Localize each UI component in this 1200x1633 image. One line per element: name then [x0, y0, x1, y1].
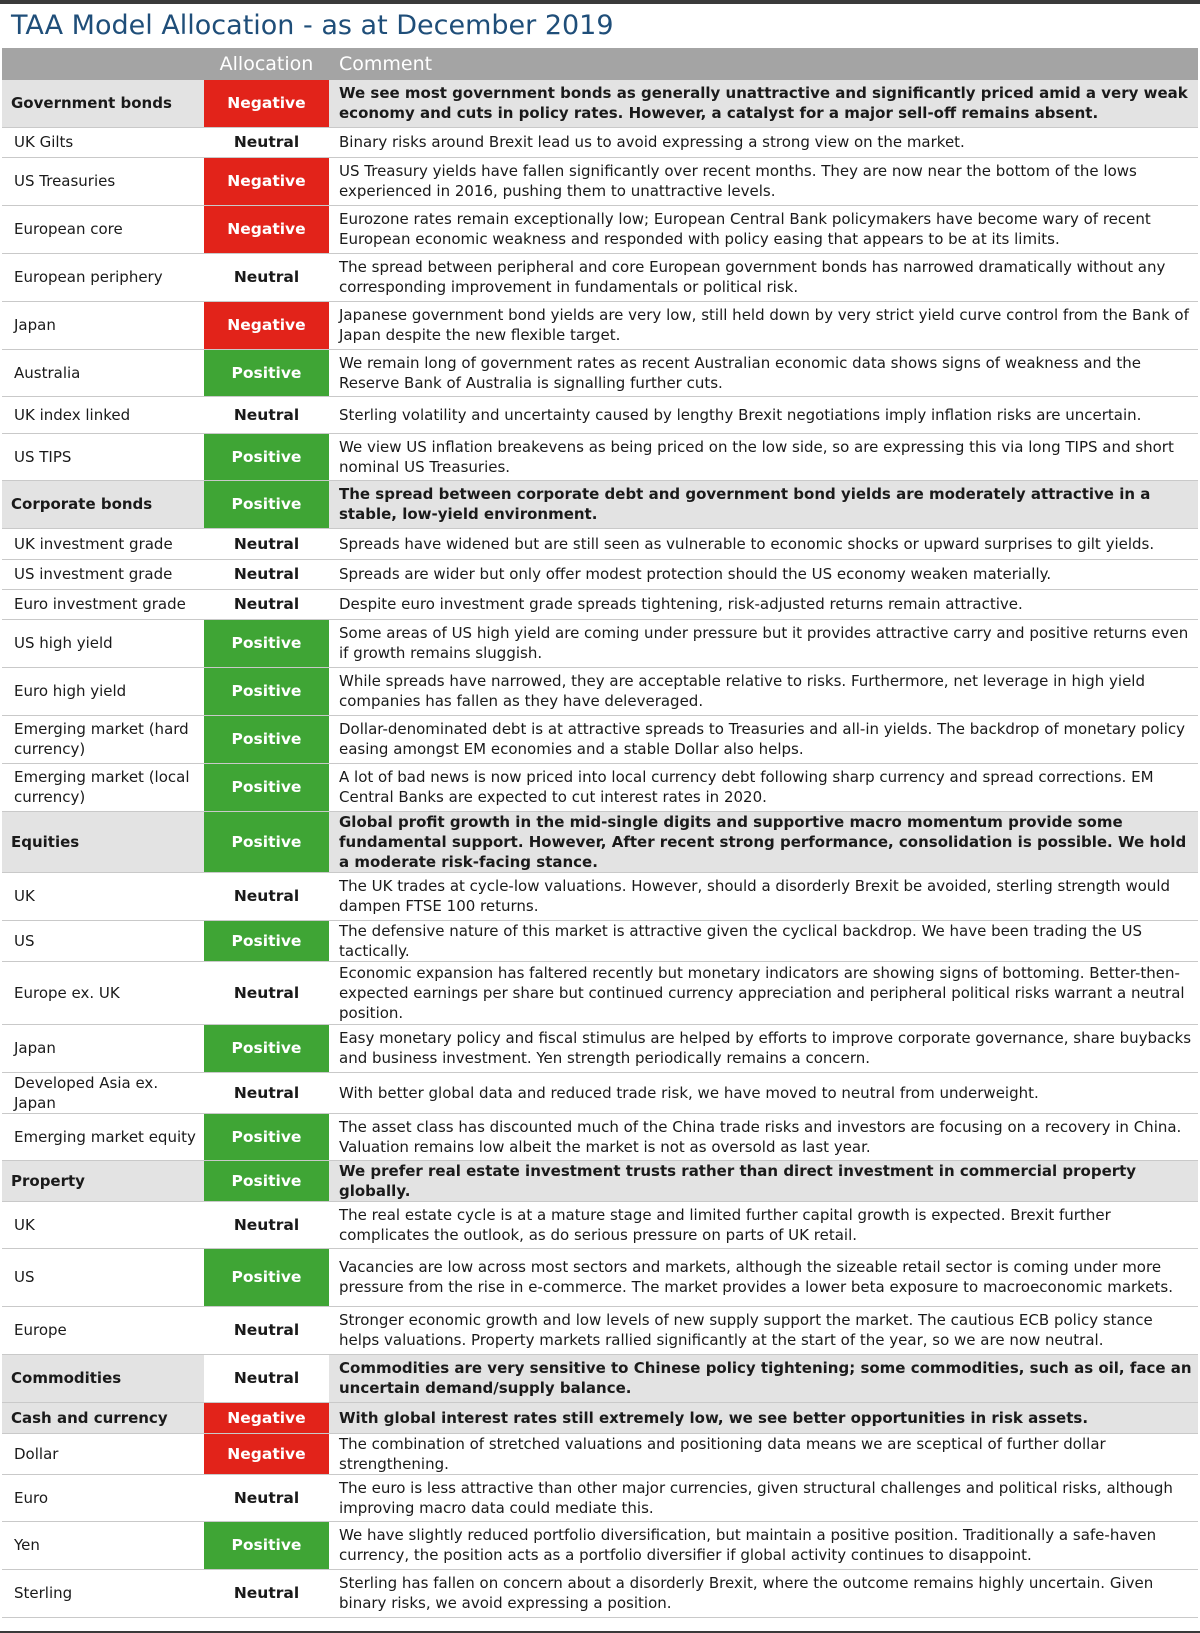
category-row — [2, 811, 1198, 872]
asset-name: US — [2, 920, 204, 961]
allocation-badge: Neutral — [204, 528, 329, 559]
allocation-badge: Neutral — [204, 253, 329, 301]
table-body — [2, 80, 1198, 1617]
comment-text: The defensive nature of this market is attractive given the cyclical backdrop. We have been trading the US tactically. — [329, 920, 1198, 961]
table-row — [2, 1433, 1198, 1474]
asset-name: Japan — [2, 1024, 204, 1072]
asset-name: US high yield — [2, 619, 204, 667]
allocation-badge: Neutral — [204, 396, 329, 433]
comment-text: Vacancies are low across most sectors and markets, although the sizeable retail sector is coming under more pressure from the rise in e-commerce. The market provides a lower beta exposure to macroeconomic markets. — [329, 1248, 1198, 1306]
allocation-badge: Positive — [204, 619, 329, 667]
table-row — [2, 763, 1198, 811]
asset-name: Yen — [2, 1521, 204, 1569]
header-asset — [2, 48, 204, 80]
comment-text: Economic expansion has faltered recently but monetary indicators are showing signs of bottoming. Better-then-expected earnings per share but continued currency appreciation and peripheral political risks warrant a neutral position. — [329, 961, 1198, 1024]
asset-name: Sterling — [2, 1569, 204, 1617]
asset-name: US — [2, 1248, 204, 1306]
asset-name: US TIPS — [2, 433, 204, 480]
table-row — [2, 301, 1198, 349]
asset-name: Japan — [2, 301, 204, 349]
allocation-badge: Positive — [204, 1248, 329, 1306]
comment-text: Easy monetary policy and fiscal stimulus are helped by efforts to improve corporate governance, share buybacks and business investment. Yen strength periodically remains a concern. — [329, 1024, 1198, 1072]
page-title: TAA Model Allocation - as at December 2019 — [11, 10, 614, 41]
allocation-badge: Neutral — [204, 1201, 329, 1248]
asset-name: Euro — [2, 1474, 204, 1521]
allocation-badge: Negative — [204, 301, 329, 349]
comment-text: Binary risks around Brexit lead us to avoid expressing a strong view on the market. — [329, 127, 1198, 157]
allocation-badge: Positive — [204, 349, 329, 396]
table-row — [2, 1201, 1198, 1248]
comment-text: Some areas of US high yield are coming under pressure but it provides attractive carry and positive returns even if growth remains sluggish. — [329, 619, 1198, 667]
comment-text: While spreads have narrowed, they are acceptable relative to risks. Furthermore, net leverage in high yield companies has fallen as they have deleveraged. — [329, 667, 1198, 715]
comment-text: Commodities are very sensitive to Chinese policy tightening; some commodities, such as oil, face an uncertain demand/supply balance. — [329, 1354, 1198, 1402]
header-row — [2, 48, 1198, 80]
comment-text: With better global data and reduced trade risk, we have moved to neutral from underweight. — [329, 1072, 1198, 1113]
allocation-badge: Neutral — [204, 1072, 329, 1113]
comment-text: Dollar-denominated debt is at attractive spreads to Treasuries and all-in yields. The backdrop of monetary policy easing amongst EM economies and a stable Dollar also helps. — [329, 715, 1198, 763]
comment-text: Global profit growth in the mid-single digits and supportive macro momentum provide some fundamental support. However, After recent strong performance, consolidation is possible. We hold a moderate risk-facing stance. — [329, 811, 1198, 872]
header-allocation: Allocation — [204, 48, 329, 80]
table-row — [2, 528, 1198, 559]
table-row — [2, 1072, 1198, 1113]
table-row — [2, 920, 1198, 961]
asset-name: UK index linked — [2, 396, 204, 433]
allocation-badge: Positive — [204, 1024, 329, 1072]
allocation-badge: Neutral — [204, 589, 329, 619]
header-comment: Comment — [329, 48, 1198, 80]
comment-text: The combination of stretched valuations and positioning data means we are sceptical of further dollar strengthening. — [329, 1433, 1198, 1474]
table-row — [2, 667, 1198, 715]
comment-text: We view US inflation breakevens as being priced on the low side, so are expressing this via long TIPS and short nominal US Treasuries. — [329, 433, 1198, 480]
asset-name: US investment grade — [2, 559, 204, 589]
allocation-badge: Negative — [204, 157, 329, 205]
table-row — [2, 1521, 1198, 1569]
table-row — [2, 396, 1198, 433]
asset-name: Property — [2, 1160, 204, 1201]
allocation-badge: Neutral — [204, 872, 329, 920]
asset-name: European periphery — [2, 253, 204, 301]
asset-name: Euro high yield — [2, 667, 204, 715]
asset-name: Australia — [2, 349, 204, 396]
comment-text: The euro is less attractive than other major currencies, given structural challenges and political risks, although improving macro data could mediate this. — [329, 1474, 1198, 1521]
asset-name: Corporate bonds — [2, 480, 204, 528]
allocation-badge: Positive — [204, 763, 329, 811]
allocation-badge: Positive — [204, 480, 329, 528]
comment-text: The spread between peripheral and core European government bonds has narrowed dramatically without any corresponding improvement in fundamentals or political risk. — [329, 253, 1198, 301]
comment-text: We see most government bonds as generally unattractive and significantly priced amid a very weak economy and cuts in policy rates. However, a catalyst for a major sell-off remains absent. — [329, 80, 1198, 127]
asset-name: US Treasuries — [2, 157, 204, 205]
allocation-badge: Neutral — [204, 1474, 329, 1521]
comment-text: A lot of bad news is now priced into local currency debt following sharp currency and spread corrections. EM Central Banks are expected to cut interest rates in 2020. — [329, 763, 1198, 811]
asset-name: Government bonds — [2, 80, 204, 127]
asset-name: UK investment grade — [2, 528, 204, 559]
asset-name: Europe ex. UK — [2, 961, 204, 1024]
category-row — [2, 80, 1198, 127]
asset-name: Europe — [2, 1306, 204, 1354]
table-row — [2, 589, 1198, 619]
allocation-table — [2, 48, 1198, 1618]
asset-name: Emerging market (hard currency) — [2, 715, 204, 763]
table-row — [2, 1306, 1198, 1354]
table-row — [2, 1113, 1198, 1160]
comment-text: The spread between corporate debt and government bond yields are moderately attractive in a stable, low-yield environment. — [329, 480, 1198, 528]
comment-text: With global interest rates still extremely low, we see better opportunities in risk assets. — [329, 1402, 1198, 1433]
allocation-badge: Positive — [204, 920, 329, 961]
top-rule — [0, 0, 1200, 4]
table-row — [2, 349, 1198, 396]
comment-text: Eurozone rates remain exceptionally low; European Central Bank policymakers have become wary of recent European economic weakness and responded with policy easing that appears to be at its limits. — [329, 205, 1198, 253]
table-row — [2, 872, 1198, 920]
allocation-badge: Negative — [204, 80, 329, 127]
comment-text: We remain long of government rates as recent Australian economic data shows signs of weakness and the Reserve Bank of Australia is signalling further cuts. — [329, 349, 1198, 396]
table-row — [2, 205, 1198, 253]
category-row — [2, 480, 1198, 528]
allocation-badge: Positive — [204, 715, 329, 763]
comment-text: The real estate cycle is at a mature stage and limited further capital growth is expected. Brexit further complicates the outlook, as do serious pressure on parts of UK retail. — [329, 1201, 1198, 1248]
table-row — [2, 559, 1198, 589]
asset-name: Emerging market (local currency) — [2, 763, 204, 811]
asset-name: Cash and currency — [2, 1402, 204, 1433]
allocation-badge: Positive — [204, 811, 329, 872]
allocation-badge: Negative — [204, 1402, 329, 1433]
table-row — [2, 253, 1198, 301]
allocation-badge: Neutral — [204, 127, 329, 157]
table-row — [2, 1474, 1198, 1521]
table-row — [2, 1248, 1198, 1306]
comment-text: Sterling has fallen on concern about a disorderly Brexit, where the outcome remains highly uncertain. Given binary risks, we avoid expressing a position. — [329, 1569, 1198, 1617]
allocation-badge: Negative — [204, 205, 329, 253]
comment-text: Spreads are wider but only offer modest protection should the US economy weaken materially. — [329, 559, 1198, 589]
table-row — [2, 127, 1198, 157]
table-row — [2, 961, 1198, 1024]
asset-name: Emerging market equity — [2, 1113, 204, 1160]
asset-name: Euro investment grade — [2, 589, 204, 619]
table-row — [2, 1024, 1198, 1072]
comment-text: Japanese government bond yields are very low, still held down by very strict yield curve control from the Bank of Japan despite the new flexible target. — [329, 301, 1198, 349]
allocation-badge: Positive — [204, 1521, 329, 1569]
table-header — [2, 48, 1198, 80]
asset-name: Dollar — [2, 1433, 204, 1474]
allocation-badge: Neutral — [204, 559, 329, 589]
comment-text: Stronger economic growth and low levels of new supply support the market. The cautious ECB policy stance helps valuations. Property markets rallied significantly at the start of the year, so we are now neutral. — [329, 1306, 1198, 1354]
allocation-badge: Neutral — [204, 1354, 329, 1402]
table-row — [2, 1569, 1198, 1617]
allocation-badge: Negative — [204, 1433, 329, 1474]
comment-text: The asset class has discounted much of the China trade risks and investors are focusing on a recovery in China. Valuation remains low albeit the market is not as oversold as last year. — [329, 1113, 1198, 1160]
comment-text: Despite euro investment grade spreads tightening, risk-adjusted returns remain attractive. — [329, 589, 1198, 619]
table-row — [2, 433, 1198, 480]
allocation-badge: Positive — [204, 433, 329, 480]
allocation-badge: Positive — [204, 1113, 329, 1160]
table-row — [2, 715, 1198, 763]
comment-text: We prefer real estate investment trusts rather than direct investment in commercial property globally. — [329, 1160, 1198, 1201]
asset-name: Developed Asia ex. Japan — [2, 1072, 204, 1113]
comment-text: We have slightly reduced portfolio diversification, but maintain a positive position. Traditionally a safe-haven currency, the position acts as a portfolio diversifier if global activity continues to disappoint. — [329, 1521, 1198, 1569]
comment-text: The UK trades at cycle-low valuations. However, should a disorderly Brexit be avoided, sterling strength would dampen FTSE 100 returns. — [329, 872, 1198, 920]
category-row — [2, 1402, 1198, 1433]
comment-text: US Treasury yields have fallen significantly over recent months. They are now near the bottom of the lows experienced in 2016, pushing them to unattractive levels. — [329, 157, 1198, 205]
allocation-badge: Neutral — [204, 1569, 329, 1617]
asset-name: Commodities — [2, 1354, 204, 1402]
table-row — [2, 619, 1198, 667]
asset-name: UK — [2, 872, 204, 920]
comment-text: Spreads have widened but are still seen as vulnerable to economic shocks or upward surprises to gilt yields. — [329, 528, 1198, 559]
asset-name: UK — [2, 1201, 204, 1248]
allocation-badge: Positive — [204, 667, 329, 715]
asset-name: European core — [2, 205, 204, 253]
asset-name: UK Gilts — [2, 127, 204, 157]
comment-text: Sterling volatility and uncertainty caused by lengthy Brexit negotiations imply inflation risks are uncertain. — [329, 396, 1198, 433]
allocation-badge: Neutral — [204, 1306, 329, 1354]
category-row — [2, 1160, 1198, 1201]
table-row — [2, 157, 1198, 205]
asset-name: Equities — [2, 811, 204, 872]
allocation-badge: Positive — [204, 1160, 329, 1201]
allocation-badge: Neutral — [204, 961, 329, 1024]
category-row — [2, 1354, 1198, 1402]
